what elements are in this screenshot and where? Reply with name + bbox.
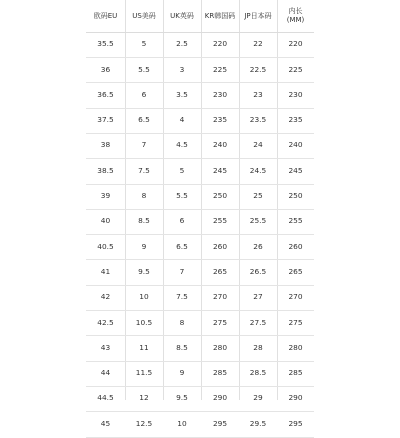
cell-us: 9.5 [138,267,150,276]
table-row [86,209,314,235]
cell-jp: 25 [253,192,263,201]
cell-eu: 36.5 [97,90,114,99]
cell-jp: 29.5 [249,419,267,428]
table-row [86,159,314,185]
table-header [86,0,314,33]
cell-us: 10.5 [135,318,153,327]
cell-inner-length: 250 [288,192,303,201]
table-row [86,108,314,134]
cell-eu: 41 [100,267,111,276]
cell-inner-length: 230 [288,90,303,99]
cell-inner-length: 275 [288,318,303,327]
cell-inner-length: 245 [288,166,303,175]
header-eu: 欧码EU [93,11,118,20]
header-us: US美码 [132,11,156,20]
cell-us: 6 [141,90,147,99]
cell-jp: 28.5 [249,369,267,378]
cell-kr: 295 [212,419,228,428]
cell-uk: 9 [179,369,185,378]
cell-uk: 3 [179,65,185,74]
cell-us: 9 [141,242,147,251]
cell-uk: 4 [179,116,185,125]
cell-inner-length: 280 [288,343,303,352]
cell-kr: 280 [212,343,228,352]
cell-jp: 26 [253,242,263,251]
table-row [86,260,314,286]
table-row [86,412,314,438]
cell-kr: 235 [212,116,228,125]
table-row [86,336,314,362]
table-row [86,83,314,109]
cell-uk: 7.5 [176,293,188,302]
cell-us: 5.5 [138,65,150,74]
cell-us: 7 [141,141,147,150]
cell-inner-length: 285 [288,369,303,378]
cell-kr: 285 [212,369,228,378]
cell-uk: 5.5 [176,192,188,201]
size-chart-table [86,0,314,428]
cell-uk: 7 [179,267,185,276]
cell-kr: 275 [212,318,228,327]
cell-eu: 43 [100,343,111,352]
cell-kr: 240 [212,141,228,150]
cell-us: 11 [139,343,149,352]
cell-jp: 26.5 [249,267,267,276]
cell-eu: 35.5 [97,40,114,49]
table-row [86,310,314,336]
table-row [86,57,314,83]
cell-eu: 44.5 [97,394,114,403]
cell-jp: 25.5 [249,217,267,226]
cell-uk: 9.5 [176,394,188,403]
cell-uk: 8 [179,318,185,327]
table-row [86,133,314,159]
cell-inner-length: 290 [288,394,303,403]
table-row [86,184,314,210]
cell-eu: 38.5 [97,166,114,175]
cell-us: 6.5 [138,116,150,125]
header-uk: UK英码 [170,11,194,20]
cell-jp: 23.5 [249,116,267,125]
cell-eu: 37.5 [97,116,114,125]
cell-eu: 42 [100,293,111,302]
header-jp: JP日本码 [244,11,272,20]
cell-eu: 40 [100,217,111,226]
cell-inner-length: 220 [288,40,303,49]
table-row [86,361,314,387]
cell-inner-length: 295 [288,419,303,428]
cell-kr: 290 [212,394,228,403]
cell-uk: 3.5 [176,90,188,99]
cell-us: 12.5 [135,419,153,428]
table-row [86,386,314,412]
cell-kr: 220 [212,40,228,49]
cell-us: 8 [141,192,147,201]
cell-uk: 6 [179,217,185,226]
cell-us: 8.5 [138,217,150,226]
cell-jp: 22 [253,40,263,49]
cell-eu: 36 [100,65,111,74]
cell-kr: 260 [212,242,228,251]
cell-us: 5 [141,40,147,49]
cell-eu: 39 [100,192,111,201]
cell-us: 7.5 [138,166,150,175]
header-kr: KR韩国码 [204,11,236,20]
cell-inner-length: 270 [288,293,303,302]
cell-jp: 27 [253,293,263,302]
cell-kr: 255 [212,217,228,226]
table-row [86,234,314,260]
cell-eu: 42.5 [97,318,114,327]
table-row [86,285,314,311]
cell-kr: 250 [212,192,228,201]
cell-eu: 40.5 [97,242,114,251]
cell-uk: 6.5 [176,242,188,251]
cell-uk: 4.5 [176,141,188,150]
cell-us: 11.5 [135,369,153,378]
cell-eu: 38 [100,141,111,150]
cell-eu: 45 [100,419,111,428]
cell-kr: 265 [212,267,228,276]
cell-uk: 5 [179,166,185,175]
cell-inner-length: 260 [288,242,303,251]
cell-jp: 27.5 [249,318,267,327]
cell-jp: 24.5 [249,166,267,175]
cell-kr: 245 [212,166,228,175]
cell-us: 12 [139,394,149,403]
cell-kr: 230 [212,90,228,99]
cell-jp: 23 [253,90,263,99]
cell-inner-length: 255 [288,217,303,226]
cell-inner-length: 235 [288,116,303,125]
cell-inner-length: 265 [288,267,303,276]
cell-jp: 28 [253,343,263,352]
cell-jp: 29 [253,394,263,403]
cell-uk: 8.5 [176,343,188,352]
cell-kr: 225 [212,65,228,74]
header-inner-length: 内长 (MM) [286,7,305,24]
cell-jp: 24 [253,141,263,150]
cell-uk: 10 [177,419,187,428]
cell-uk: 2.5 [176,40,188,49]
cell-inner-length: 225 [288,65,303,74]
cell-eu: 44 [100,369,111,378]
cell-jp: 22.5 [249,65,267,74]
cell-inner-length: 240 [288,141,303,150]
cell-us: 10 [139,293,149,302]
table-row [86,32,314,58]
cell-kr: 270 [212,293,228,302]
